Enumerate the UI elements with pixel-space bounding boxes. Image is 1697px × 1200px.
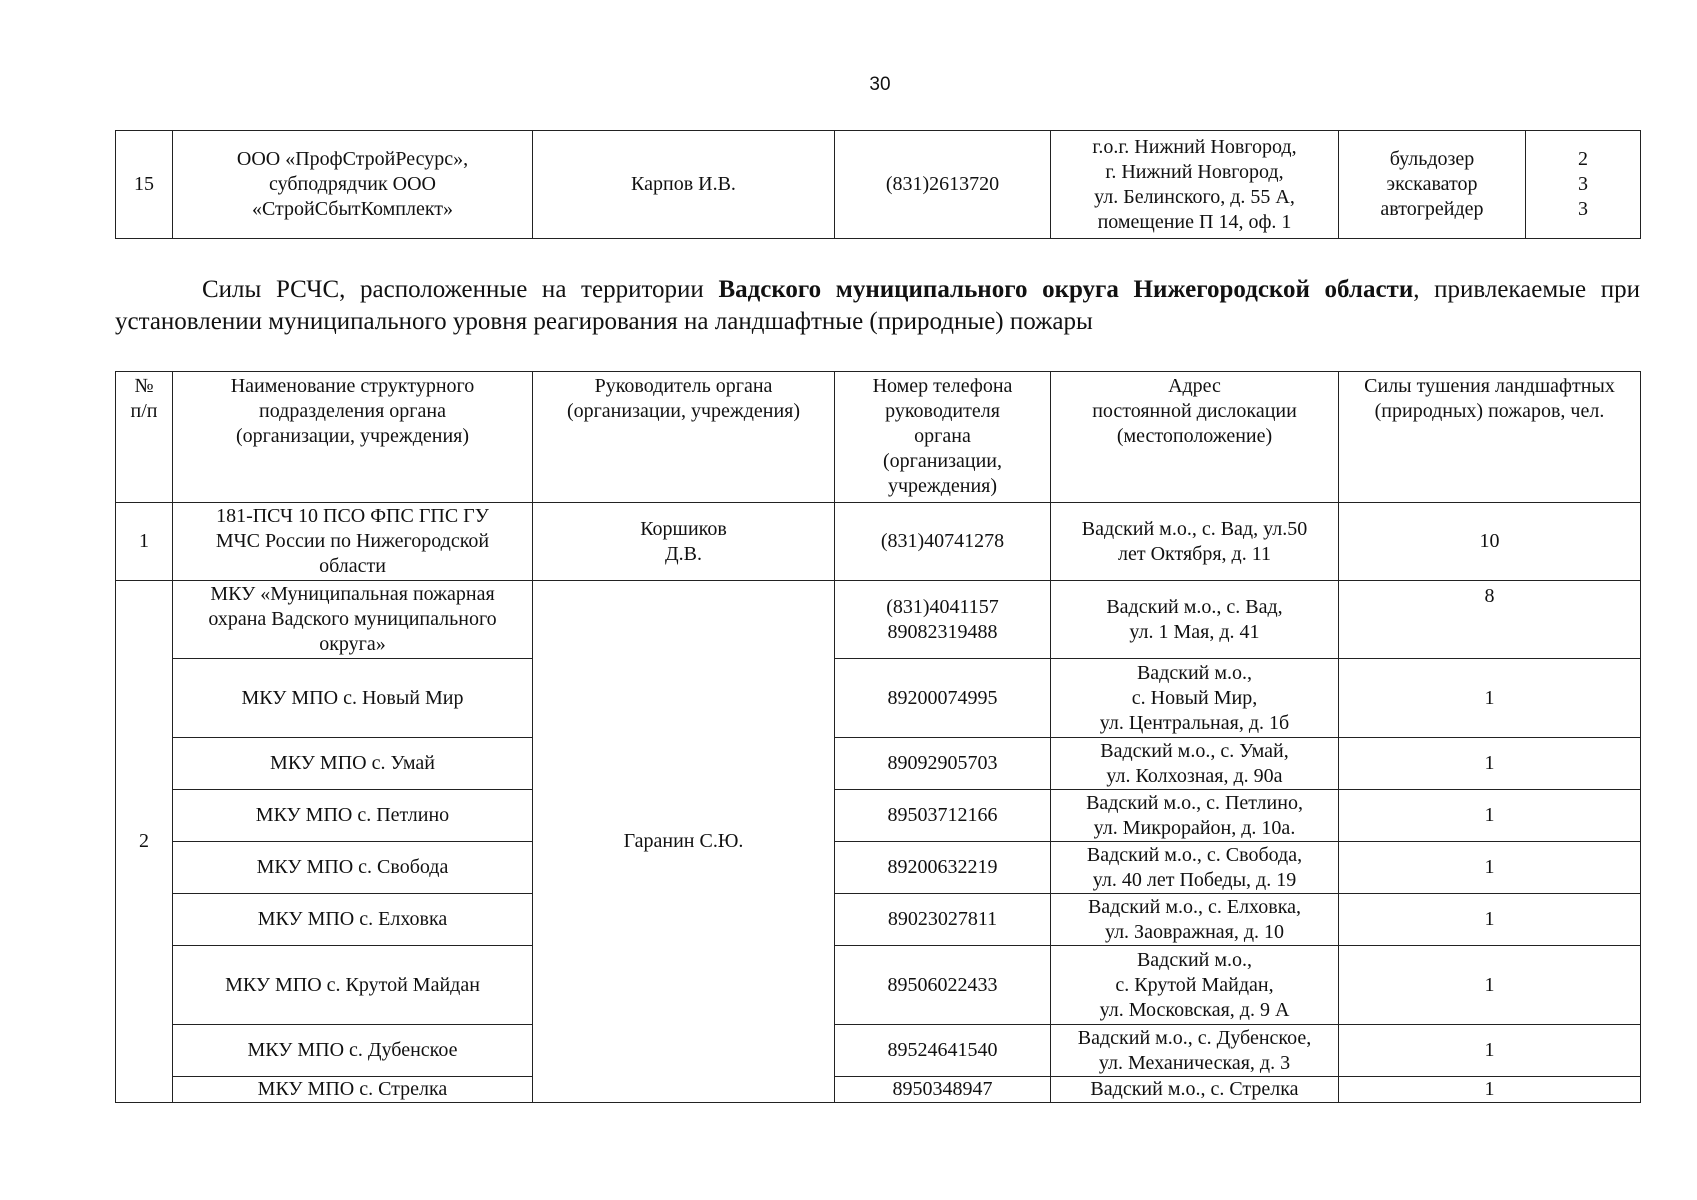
phone: (831)2613720 xyxy=(835,131,1051,239)
address: Вадский м.о., с. Умай, ул. Колхозная, д. 90а xyxy=(1051,738,1339,790)
address: г.о.г. Нижний Новгород, г. Нижний Новгород, ул. Белинского, д. 55 А, помещение П 14, оф. 1 xyxy=(1051,131,1339,239)
unit-name: 181-ПСЧ 10 ПСО ФПС ГПС ГУ МЧС России по Нижегородской области xyxy=(173,503,533,581)
forces-count: 1 xyxy=(1339,790,1641,842)
unit-name: МКУ МПО с. Дубенское xyxy=(173,1025,533,1077)
org-name: ООО «ПрофСтройРесурс», субподрядчик ООО «СтройСбытКомплект» xyxy=(173,131,533,239)
forces-count: 1 xyxy=(1339,842,1641,894)
phone: (831)4041157 89082319488 xyxy=(835,581,1051,659)
head-name: Карпов И.В. xyxy=(533,131,835,239)
forces-table xyxy=(115,371,1641,1103)
phone: 89506022433 xyxy=(835,946,1051,1025)
phone: 89200074995 xyxy=(835,659,1051,738)
unit-name: МКУ МПО с. Стрелка xyxy=(173,1077,533,1103)
table-row xyxy=(116,131,1641,239)
heading-text-end: , привлекаемые при установлении муниципального уровня реагирования на ландшафтные (природные) пожары xyxy=(115,276,1640,335)
header-head: Руководитель органа (организации, учреждения) xyxy=(533,372,835,503)
phone: 8950348947 xyxy=(835,1077,1051,1103)
forces-count: 1 xyxy=(1339,659,1641,738)
phone: 89200632219 xyxy=(835,842,1051,894)
address: Вадский м.о., с. Вад, ул.50 лет Октября, д. 11 xyxy=(1051,503,1339,581)
unit-name: МКУ МПО с. Елховка xyxy=(173,894,533,946)
forces-count: 8 xyxy=(1339,581,1641,659)
header-forces: Силы тушения ландшафтных (природных) пожаров, чел. xyxy=(1339,372,1641,503)
forces-count: 1 xyxy=(1339,946,1641,1025)
equipment: бульдозер экскаватор автогрейдер xyxy=(1339,131,1526,239)
row-number: 1 xyxy=(116,503,173,581)
table-header-row xyxy=(116,372,1641,503)
equipment-counts: 2 3 3 xyxy=(1526,131,1641,239)
phone: 89503712166 xyxy=(835,790,1051,842)
phone: 89023027811 xyxy=(835,894,1051,946)
page-number: 30 xyxy=(869,74,891,95)
head-name: Коршиков Д.В. xyxy=(533,503,835,581)
header-address: Адрес постоянной дислокации (местоположение) xyxy=(1051,372,1339,503)
address: Вадский м.о., с. Дубенское, ул. Механическая, д. 3 xyxy=(1051,1025,1339,1077)
table-row xyxy=(116,503,1641,581)
address: Вадский м.о., с. Свобода, ул. 40 лет Победы, д. 19 xyxy=(1051,842,1339,894)
unit-name: МКУ МПО с. Новый Мир xyxy=(173,659,533,738)
address: Вадский м.о., с. Новый Мир, ул. Центральная, д. 1б xyxy=(1051,659,1339,738)
forces-count: 1 xyxy=(1339,894,1641,946)
row-number: 15 xyxy=(116,131,173,239)
unit-name: МКУ МПО с. Петлино xyxy=(173,790,533,842)
unit-name: МКУ «Муниципальная пожарная охрана Вадского муниципального округа» xyxy=(173,581,533,659)
heading-bold: Вадского муниципального округа Нижегородской области xyxy=(718,276,1414,303)
header-phone: Номер телефона руководителя органа (организации, учреждения) xyxy=(835,372,1051,503)
row-number: 2 xyxy=(116,581,173,1103)
address: Вадский м.о., с. Вад, ул. 1 Мая, д. 41 xyxy=(1051,581,1339,659)
phone: 89524641540 xyxy=(835,1025,1051,1077)
unit-name: МКУ МПО с. Свобода xyxy=(173,842,533,894)
table-row xyxy=(116,842,1641,894)
phone: 89092905703 xyxy=(835,738,1051,790)
table-row xyxy=(116,738,1641,790)
address: Вадский м.о., с. Крутой Майдан, ул. Московская, д. 9 А xyxy=(1051,946,1339,1025)
previous-table xyxy=(115,130,1641,239)
section-heading xyxy=(115,274,1640,338)
forces-count: 1 xyxy=(1339,1025,1641,1077)
table-row xyxy=(116,581,1641,659)
head-name: Гаранин С.Ю. xyxy=(533,581,835,1103)
table-row xyxy=(116,1025,1641,1077)
address: Вадский м.о., с. Елховка, ул. Заовражная, д. 10 xyxy=(1051,894,1339,946)
address: Вадский м.о., с. Петлино, ул. Микрорайон, д. 10а. xyxy=(1051,790,1339,842)
phone: (831)40741278 xyxy=(835,503,1051,581)
table-row xyxy=(116,894,1641,946)
header-num: № п/п xyxy=(116,372,173,503)
unit-name: МКУ МПО с. Крутой Майдан xyxy=(173,946,533,1025)
header-unit: Наименование структурного подразделения органа (организации, учреждения) xyxy=(173,372,533,503)
table-row xyxy=(116,659,1641,738)
forces-count: 1 xyxy=(1339,738,1641,790)
address: Вадский м.о., с. Стрелка xyxy=(1051,1077,1339,1103)
forces-count: 1 xyxy=(1339,1077,1641,1103)
table-row xyxy=(116,946,1641,1025)
unit-name: МКУ МПО с. Умай xyxy=(173,738,533,790)
table-row xyxy=(116,790,1641,842)
heading-text-start: Силы РСЧС, расположенные на территории xyxy=(202,276,719,303)
forces-count: 10 xyxy=(1339,503,1641,581)
table-row xyxy=(116,1077,1641,1103)
